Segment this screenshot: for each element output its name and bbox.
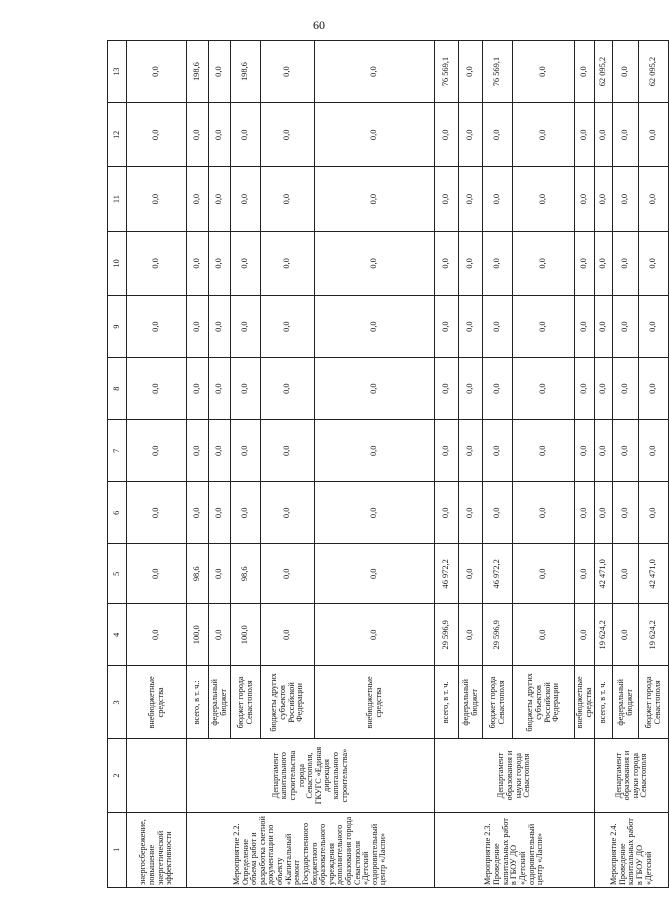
value-cell: 198,6: [231, 41, 261, 103]
funding-source-cell: бюджет города Севастополя: [483, 666, 513, 739]
value-cell: 0,0: [187, 167, 209, 231]
executor-cell: Департамент капитального строительства города Севастополя, ГКУГС «Единая дирекция капитального строительства»: [187, 739, 435, 812]
funding-source-cell: внебюджетные средства: [575, 666, 595, 739]
value-cell: 0,0: [315, 167, 435, 231]
table-body: [127, 41, 669, 888]
value-cell: 0,0: [513, 482, 575, 544]
value-cell: 0,0: [209, 167, 231, 231]
value-cell: 0,0: [595, 420, 613, 482]
value-cell: 0,0: [513, 41, 575, 103]
value-cell: 0,0: [513, 103, 575, 167]
value-cell: 62 095,2: [639, 41, 669, 103]
event-cell: энергосбережение, повышение энергетической эффективности: [127, 812, 187, 887]
value-cell: 76 569,1: [435, 41, 459, 103]
col-header: 10: [108, 231, 127, 295]
col-header: 8: [108, 358, 127, 420]
value-cell: 0,0: [575, 296, 595, 358]
value-cell: 0,0: [127, 103, 187, 167]
value-cell: 0,0: [315, 420, 435, 482]
value-cell: 0,0: [459, 420, 483, 482]
value-cell: 0,0: [483, 420, 513, 482]
value-cell: 0,0: [613, 167, 639, 231]
value-cell: 0,0: [127, 482, 187, 544]
table-row: [435, 41, 459, 888]
value-cell: 0,0: [459, 358, 483, 420]
value-cell: 0,0: [513, 604, 575, 666]
value-cell: 0,0: [209, 103, 231, 167]
value-cell: 46 972,2: [483, 544, 513, 604]
value-cell: 0,0: [459, 544, 483, 604]
page-number: 60: [313, 18, 325, 32]
value-cell: 100,0: [187, 604, 209, 666]
value-cell: 19 624,2: [595, 604, 613, 666]
event-cell: Мероприятие 2.3. Проведение капитальных работ в ГБОУ ДО «Детский оздоровительный центр «Ласпи»: [435, 812, 595, 887]
col-header: 1: [108, 812, 127, 887]
value-cell: 98,6: [231, 544, 261, 604]
value-cell: 0,0: [261, 41, 315, 103]
value-cell: 0,0: [613, 231, 639, 295]
value-cell: 0,0: [595, 482, 613, 544]
value-cell: 0,0: [315, 544, 435, 604]
value-cell: 0,0: [595, 231, 613, 295]
value-cell: 0,0: [231, 103, 261, 167]
value-cell: 0,0: [209, 420, 231, 482]
value-cell: 0,0: [187, 420, 209, 482]
value-cell: 0,0: [315, 41, 435, 103]
funding-source-cell: бюджеты других субъектов Российской Федерации: [261, 666, 315, 739]
value-cell: 0,0: [595, 167, 613, 231]
value-cell: 0,0: [513, 544, 575, 604]
value-cell: 0,0: [127, 358, 187, 420]
value-cell: 0,0: [575, 167, 595, 231]
value-cell: 0,0: [209, 482, 231, 544]
funding-source-cell: федеральный бюджет: [209, 666, 231, 739]
value-cell: 0,0: [435, 482, 459, 544]
value-cell: 0,0: [595, 358, 613, 420]
value-cell: 0,0: [231, 231, 261, 295]
value-cell: 0,0: [459, 482, 483, 544]
value-cell: 0,0: [209, 358, 231, 420]
value-cell: 0,0: [613, 544, 639, 604]
value-cell: 0,0: [639, 167, 669, 231]
value-cell: 0,0: [261, 544, 315, 604]
col-header: 5: [108, 544, 127, 604]
value-cell: 46 972,2: [435, 544, 459, 604]
table-row: [187, 41, 209, 888]
funding-source-cell: бюджет города Севастополя: [231, 666, 261, 739]
value-cell: 0,0: [231, 420, 261, 482]
value-cell: 0,0: [187, 482, 209, 544]
col-header: 13: [108, 41, 127, 103]
value-cell: 0,0: [127, 41, 187, 103]
value-cell: 0,0: [435, 231, 459, 295]
rotated-table-area: [107, 40, 662, 888]
value-cell: 100,0: [231, 604, 261, 666]
value-cell: 0,0: [261, 167, 315, 231]
value-cell: 0,0: [261, 482, 315, 544]
value-cell: 0,0: [187, 296, 209, 358]
value-cell: 0,0: [187, 103, 209, 167]
value-cell: 0,0: [435, 167, 459, 231]
value-cell: 0,0: [483, 167, 513, 231]
value-cell: 0,0: [513, 420, 575, 482]
value-cell: 0,0: [261, 358, 315, 420]
value-cell: 0,0: [209, 41, 231, 103]
value-cell: 0,0: [315, 358, 435, 420]
value-cell: 0,0: [315, 103, 435, 167]
funding-source-cell: внебюджетные средства: [315, 666, 435, 739]
value-cell: 0,0: [513, 296, 575, 358]
value-cell: 0,0: [483, 296, 513, 358]
value-cell: 0,0: [209, 604, 231, 666]
value-cell: 0,0: [459, 167, 483, 231]
value-cell: 0,0: [459, 296, 483, 358]
value-cell: 0,0: [209, 544, 231, 604]
value-cell: 0,0: [231, 482, 261, 544]
value-cell: 0,0: [231, 358, 261, 420]
col-header: 3: [108, 666, 127, 739]
value-cell: 0,0: [483, 231, 513, 295]
value-cell: 0,0: [127, 420, 187, 482]
value-cell: 0,0: [575, 103, 595, 167]
value-cell: 29 596,9: [435, 604, 459, 666]
col-header: 12: [108, 103, 127, 167]
value-cell: 0,0: [231, 296, 261, 358]
value-cell: 0,0: [613, 296, 639, 358]
value-cell: 0,0: [613, 420, 639, 482]
header-row: [108, 41, 127, 888]
value-cell: 0,0: [639, 231, 669, 295]
event-cell: Мероприятие 2.2. Определение объема работ и разработка сметной документации по объекту «Капитальный ремонт Государственного бюджетного образовательного учреждения дополнительного образования города Севастополя «Детский оздоровительный центр «Ласпи»: [187, 812, 435, 887]
value-cell: 0,0: [513, 358, 575, 420]
value-cell: 0,0: [435, 420, 459, 482]
value-cell: 0,0: [435, 103, 459, 167]
value-cell: 98,6: [187, 544, 209, 604]
value-cell: 0,0: [127, 604, 187, 666]
value-cell: 0,0: [575, 420, 595, 482]
value-cell: 0,0: [187, 231, 209, 295]
table-row: [127, 41, 187, 888]
value-cell: 0,0: [435, 358, 459, 420]
value-cell: 76 569,1: [483, 41, 513, 103]
value-cell: 42 471,0: [595, 544, 613, 604]
executor-cell: Департамент образования и науки города Севастополя: [435, 739, 595, 812]
value-cell: 0,0: [575, 604, 595, 666]
funding-source-cell: федеральный бюджет: [613, 666, 639, 739]
value-cell: 0,0: [575, 231, 595, 295]
value-cell: 0,0: [639, 358, 669, 420]
funding-source-cell: федеральный бюджет: [459, 666, 483, 739]
value-cell: 29 596,9: [483, 604, 513, 666]
value-cell: 0,0: [435, 296, 459, 358]
value-cell: 0,0: [613, 482, 639, 544]
value-cell: 0,0: [315, 231, 435, 295]
value-cell: 0,0: [459, 604, 483, 666]
col-header: 6: [108, 482, 127, 544]
funding-source-cell: внебюджетные средства: [127, 666, 187, 739]
value-cell: 0,0: [639, 103, 669, 167]
col-header: 9: [108, 296, 127, 358]
value-cell: 0,0: [127, 167, 187, 231]
value-cell: 0,0: [315, 604, 435, 666]
value-cell: 0,0: [575, 544, 595, 604]
funding-source-cell: бюджет города Севастополя: [639, 666, 669, 739]
funding-source-cell: бюджеты других субъектов Российской Федерации: [513, 666, 575, 739]
value-cell: 0,0: [459, 41, 483, 103]
funding-source-cell: всего, в т. ч.:: [187, 666, 209, 739]
value-cell: 42 471,0: [639, 544, 669, 604]
value-cell: 0,0: [261, 296, 315, 358]
value-cell: 0,0: [513, 231, 575, 295]
value-cell: 0,0: [127, 296, 187, 358]
value-cell: 0,0: [613, 358, 639, 420]
value-cell: 0,0: [639, 296, 669, 358]
value-cell: 19 624,2: [639, 604, 669, 666]
value-cell: 198,6: [187, 41, 209, 103]
executor-cell: [127, 739, 187, 812]
value-cell: 0,0: [575, 41, 595, 103]
executor-cell: Департамент образования и науки города Севастополя: [595, 739, 669, 812]
col-header: 11: [108, 167, 127, 231]
value-cell: 0,0: [261, 103, 315, 167]
value-cell: 0,0: [261, 420, 315, 482]
rotated-table-container: [107, 40, 662, 888]
value-cell: 0,0: [315, 482, 435, 544]
col-header: 7: [108, 420, 127, 482]
col-header: 4: [108, 604, 127, 666]
value-cell: 0,0: [639, 420, 669, 482]
value-cell: 0,0: [595, 296, 613, 358]
value-cell: 0,0: [595, 103, 613, 167]
table-row: [595, 41, 613, 888]
value-cell: 0,0: [513, 167, 575, 231]
event-cell: Мероприятие 2.4. Проведение капитальных работ в ГБОУ ДО «Детский: [595, 812, 669, 887]
value-cell: 0,0: [209, 231, 231, 295]
value-cell: 0,0: [459, 231, 483, 295]
value-cell: 0,0: [613, 103, 639, 167]
value-cell: 0,0: [127, 231, 187, 295]
value-cell: 0,0: [231, 167, 261, 231]
value-cell: 0,0: [575, 482, 595, 544]
funding-source-cell: всего, в т. ч.: [595, 666, 613, 739]
funding-source-cell: всего, в т. ч.: [435, 666, 459, 739]
value-cell: 0,0: [613, 41, 639, 103]
value-cell: 0,0: [459, 103, 483, 167]
value-cell: 0,0: [483, 482, 513, 544]
col-header: 2: [108, 739, 127, 812]
funding-table: [107, 40, 669, 888]
value-cell: 0,0: [483, 358, 513, 420]
value-cell: 0,0: [575, 358, 595, 420]
value-cell: 0,0: [483, 103, 513, 167]
value-cell: 0,0: [127, 544, 187, 604]
value-cell: 0,0: [639, 482, 669, 544]
value-cell: 0,0: [261, 231, 315, 295]
value-cell: 62 095,2: [595, 41, 613, 103]
value-cell: 0,0: [209, 296, 231, 358]
value-cell: 0,0: [261, 604, 315, 666]
value-cell: 0,0: [187, 358, 209, 420]
value-cell: 0,0: [613, 604, 639, 666]
value-cell: 0,0: [315, 296, 435, 358]
